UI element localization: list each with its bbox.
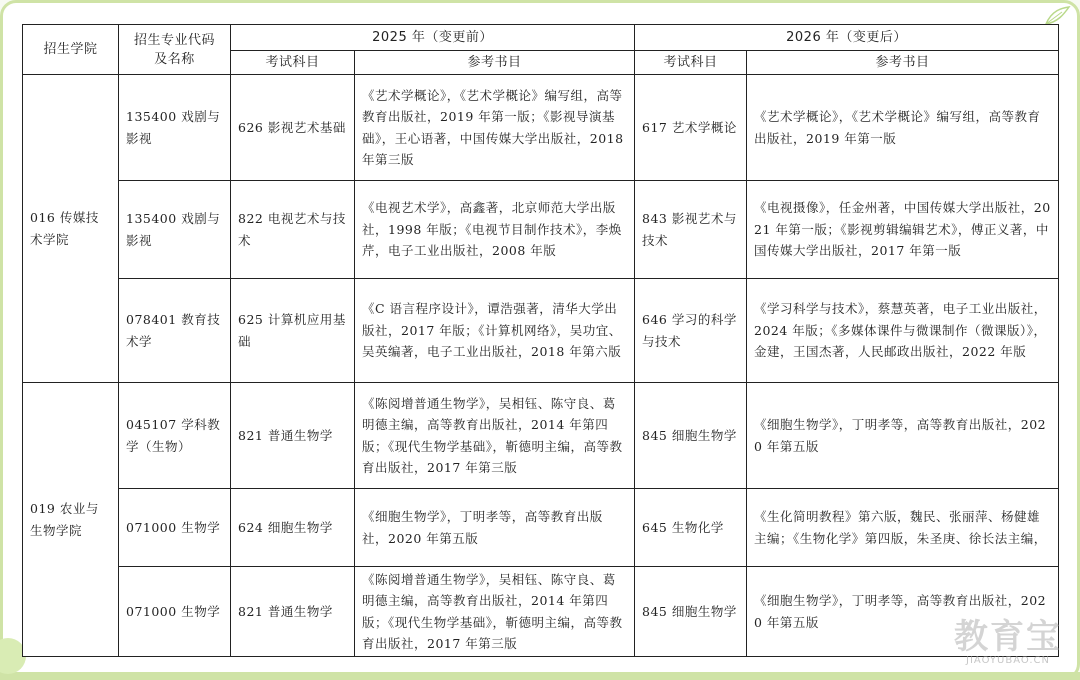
header-major-line1: 招生专业代码 xyxy=(133,32,215,48)
watermark xyxy=(954,619,1062,666)
major-cell: 071000 生物学 xyxy=(119,489,231,567)
table-row xyxy=(23,383,1059,489)
books-2026-cell: 《细胞生物学》，丁明孝等，高等教育出版社，2020 年第五版 xyxy=(747,383,1059,489)
major-cell: 045107 学科教学（生物） xyxy=(119,383,231,489)
table-row xyxy=(23,489,1059,567)
subject-2026-cell: 645 生物化学 xyxy=(635,489,747,567)
table-row xyxy=(23,567,1059,657)
header-subject-2025: 考试科目 xyxy=(231,51,355,75)
watermark-url: JIAOYUBAO.CN xyxy=(966,655,1050,666)
subject-2025-cell: 625 计算机应用基础 xyxy=(231,279,355,383)
subject-2026-cell: 845 细胞生物学 xyxy=(635,567,747,657)
books-2026-cell: 《电视摄像》，任金州著，中国传媒大学出版社，2021 年第一版；《影视剪辑编辑艺术》，傅正义著，中国传媒大学出版社，2017 年第一版 xyxy=(747,181,1059,279)
subject-2025-cell: 626 影视艺术基础 xyxy=(231,75,355,181)
major-cell: 078401 教育技术学 xyxy=(119,279,231,383)
watermark-logo: 教育宝 xyxy=(954,617,1062,657)
subject-2026-cell: 843 影视艺术与技术 xyxy=(635,181,747,279)
college-cell: 016 传媒技术学院 xyxy=(23,75,119,383)
subject-2025-cell: 821 普通生物学 xyxy=(231,567,355,657)
header-books-2025: 参考书目 xyxy=(355,51,635,75)
subject-2026-cell: 617 艺术学概论 xyxy=(635,75,747,181)
bottom-decoration-bar xyxy=(0,672,1080,680)
table-row xyxy=(23,279,1059,383)
books-2025-cell: 《陈阅增普通生物学》，吴相钰、陈守良、葛明德主编，高等教育出版社，2014 年第四版；《现代生物学基础》，靳德明主编，高等教育出版社，2017 年第三版 xyxy=(355,383,635,489)
books-2025-cell: 《细胞生物学》，丁明孝等，高等教育出版社，2020 年第五版 xyxy=(355,489,635,567)
books-2026-cell: 《生化简明教程》第六版，魏民、张丽萍、杨健雄主编；《生物化学》第四版，朱圣庚、徐长法主编， xyxy=(747,489,1059,567)
subject-2025-cell: 624 细胞生物学 xyxy=(231,489,355,567)
header-college: 招生学院 xyxy=(23,25,119,75)
header-2025: 2025 年（变更前） xyxy=(231,25,635,51)
table-row xyxy=(23,181,1059,279)
admission-change-table xyxy=(22,24,1059,657)
header-major-line2: 及名称 xyxy=(154,51,195,67)
header-major xyxy=(119,25,231,75)
major-cell: 071000 生物学 xyxy=(119,567,231,657)
books-2025-cell: 《C 语言程序设计》，谭浩强著，清华大学出版社，2017 年版；《计算机网络》，吴功宜、吴英编著，电子工业出版社，2018 年第六版 xyxy=(355,279,635,383)
subject-2025-cell: 821 普通生物学 xyxy=(231,383,355,489)
books-2025-cell: 《陈阅增普通生物学》，吴相钰、陈守良、葛明德主编，高等教育出版社，2014 年第四版；《现代生物学基础》，靳德明主编，高等教育出版社，2017 年第三版 xyxy=(355,567,635,657)
subject-2026-cell: 845 细胞生物学 xyxy=(635,383,747,489)
college-cell: 019 农业与生物学院 xyxy=(23,383,119,657)
books-2026-cell: 《学习科学与技术》，蔡慧英著，电子工业出版社，2024 年版；《多媒体课件与微课制作（微课版）》，金建，王国杰著，人民邮政出版社，2022 年版 xyxy=(747,279,1059,383)
major-cell: 135400 戏剧与影视 xyxy=(119,75,231,181)
books-2025-cell: 《电视艺术学》，高鑫著，北京师范大学出版社，1998 年版；《电视节目制作技术》，李焕芹，电子工业出版社，2008 年版 xyxy=(355,181,635,279)
subject-2025-cell: 822 电视艺术与技术 xyxy=(231,181,355,279)
header-2026: 2026 年（变更后） xyxy=(635,25,1059,51)
subject-2026-cell: 646 学习的科学与技术 xyxy=(635,279,747,383)
table-row xyxy=(23,75,1059,181)
major-cell: 135400 戏剧与影视 xyxy=(119,181,231,279)
books-2026-cell: 《细胞生物学》，丁明孝等，高等教育出版社，2020 年第五版 xyxy=(747,567,1059,657)
header-subject-2026: 考试科目 xyxy=(635,51,747,75)
books-2025-cell: 《艺术学概论》，《艺术学概论》编写组，高等教育出版社，2019 年第一版；《影视导演基础》，王心语著，中国传媒大学出版社，2018 年第三版 xyxy=(355,75,635,181)
books-2026-cell: 《艺术学概论》，《艺术学概论》编写组，高等教育出版社，2019 年第一版 xyxy=(747,75,1059,181)
header-books-2026: 参考书目 xyxy=(747,51,1059,75)
